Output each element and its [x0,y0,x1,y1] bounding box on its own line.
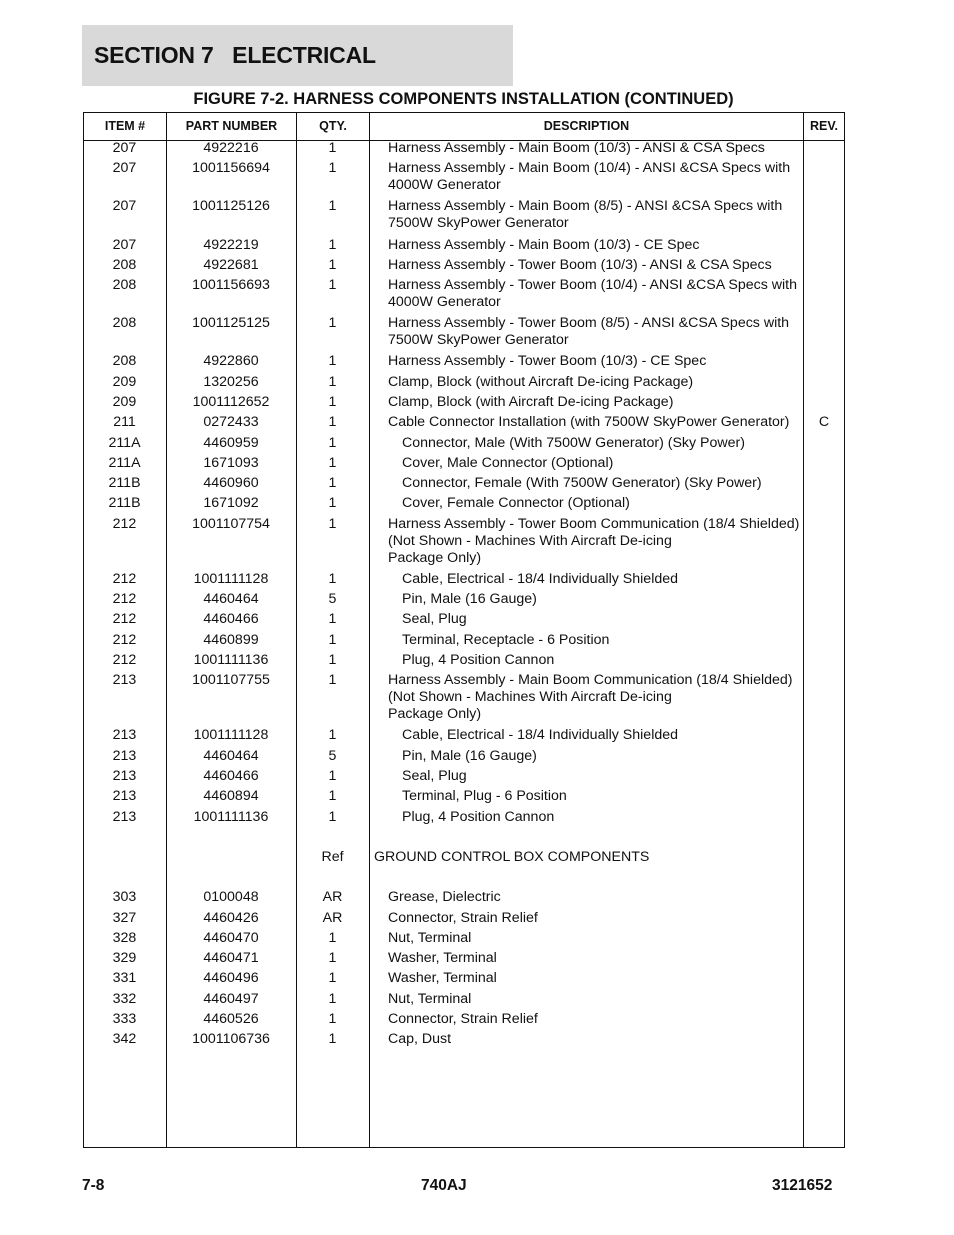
description-line: Harness Assembly - Tower Boom (8/5) - ANSI &CSA Specs with [388,315,790,332]
item-number: 211A [108,434,141,451]
description [402,788,800,805]
description [388,910,800,927]
description-line: Package Only) [388,706,482,723]
item-number: 212 [112,631,137,648]
quantity: 1 [328,434,337,451]
header-part-number: PART NUMBER [185,119,278,133]
part-number: 4460466 [203,768,259,784]
part-number: 4922216 [203,140,259,156]
description-line: Harness Assembly - Main Boom (8/5) - ANSI &CSA Specs with [388,198,783,215]
quantity: 1 [328,140,337,156]
description-line: Connector, Male (With 7500W Generator) (Sky Power) [402,434,745,451]
description [388,516,800,567]
description-line: Clamp, Block (with Aircraft De-icing Package) [388,393,674,410]
part-number: 0272433 [203,414,259,431]
description [388,991,800,1008]
part-number: 1001111136 [193,652,269,668]
part-number: 1671093 [203,454,259,471]
description [388,315,800,349]
quantity: 1 [328,236,337,253]
part-number: 1001112652 [192,393,270,410]
description [402,727,800,744]
description [402,632,800,649]
description [388,950,800,967]
item-number: 213 [112,747,137,764]
item-number: 207 [112,160,137,177]
description-line: 7500W SkyPower Generator [388,332,569,349]
footer-doc-number: 3121652 [772,1177,833,1194]
part-number: 1001111128 [193,727,269,744]
quantity: 1 [328,495,337,512]
description [388,277,800,311]
description [402,652,800,669]
description-line: Grease, Dielectric [388,889,501,906]
quantity: 1 [328,393,337,410]
part-number: 4460959 [203,434,259,451]
quantity: 1 [328,373,337,390]
item-number: 212 [112,515,137,532]
quantity: 1 [328,727,337,744]
part-number: 1001156694 [192,160,270,177]
part-number: 4460470 [203,929,259,946]
part-number: 1001156693 [192,277,270,294]
quantity: 1 [328,570,337,587]
description-line: GROUND CONTROL BOX COMPONENTS [374,848,650,865]
description-line: Cover, Female Connector (Optional) [402,495,630,512]
description [388,257,800,274]
quantity: 1 [328,414,337,431]
description-line: Harness Assembly - Tower Boom (10/3) - CE Spec [388,353,707,370]
item-number: 207 [112,140,137,156]
description [388,140,800,157]
part-number: 4922681 [203,256,259,273]
description-line: Harness Assembly - Main Boom (10/3) - ANSI & CSA Specs [388,140,765,156]
item-number: 211A [108,454,141,471]
quantity: 1 [328,672,337,689]
item-number: 329 [112,950,137,967]
part-number: 1001125126 [192,198,270,215]
item-number: 208 [112,353,137,370]
header-description: DESCRIPTION [543,119,630,133]
description-line: Cover, Male Connector (Optional) [402,454,614,471]
part-number: 1001107754 [192,515,270,532]
description-line: Harness Assembly - Tower Boom (10/4) - ANSI &CSA Specs with [388,277,797,294]
description-line: Terminal, Receptacle - 6 Position [402,631,610,648]
quantity: 1 [328,198,337,215]
item-number: 332 [112,990,137,1007]
description [388,930,800,947]
quantity: 1 [328,652,337,668]
figure-title: FIGURE 7-2. HARNESS COMPONENTS INSTALLATION (CONTINUED) [193,90,734,108]
part-number: 4460426 [203,909,259,926]
description [388,1031,800,1048]
part-number: 4460466 [203,611,259,628]
item-number: 207 [112,236,137,253]
description-line: Harness Assembly - Main Boom (10/3) - CE Spec [388,236,700,253]
item-number: 209 [112,373,137,390]
description-line: Washer, Terminal [388,970,497,987]
description [402,748,800,765]
quantity: 1 [328,611,337,628]
section-banner [82,25,513,86]
part-number: 0100048 [203,889,259,906]
description-line: Cap, Dust [388,1031,452,1048]
quantity: AR [322,889,343,906]
quantity: 1 [328,950,337,967]
description-line: Washer, Terminal [388,950,497,967]
description [388,198,800,232]
description-line: (Not Shown - Machines With Aircraft De-icing [388,689,672,706]
part-number: 4460464 [203,591,259,608]
quantity: 5 [328,591,337,608]
description [388,970,800,987]
description-line: 4000W Generator [388,177,501,194]
quantity: 1 [328,970,337,987]
part-number: 4460894 [203,788,259,805]
item-number: 212 [112,652,137,668]
part-number: 4460496 [203,970,259,987]
quantity: 1 [328,808,337,825]
description-line: Harness Assembly - Tower Boom (10/3) - ANSI & CSA Specs [388,256,772,273]
description [388,353,800,370]
description-line: Clamp, Block (without Aircraft De-icing Package) [388,373,694,390]
part-number: 4460899 [203,631,259,648]
description [388,374,800,391]
item-number: 213 [112,672,137,689]
quantity: 1 [328,315,337,332]
part-number: 4922219 [203,236,259,253]
description-line: Package Only) [388,549,482,566]
header-rev: REV. [809,119,839,133]
description [402,768,800,785]
item-number: 208 [112,277,137,294]
part-number: 4460464 [203,747,259,764]
description-line: Plug, 4 Position Cannon [402,808,555,825]
footer-model: 740AJ [421,1177,467,1194]
header-qty: QTY. [319,119,347,133]
description-line: (Not Shown - Machines With Aircraft De-icing [388,532,672,549]
description [402,809,800,826]
part-number: 4460526 [203,1011,259,1027]
description-line: Pin, Male (16 Gauge) [402,747,537,764]
footer-page-number: 7-8 [82,1177,105,1194]
description-line: Connector, Strain Relief [388,909,538,926]
item-number: 328 [112,929,137,946]
item-number: 212 [112,570,137,587]
part-number: 4460497 [203,990,259,1007]
quantity: 1 [328,353,337,370]
description [402,571,800,588]
part-number: 4460960 [203,475,259,492]
quantity: 5 [328,747,337,764]
item-number: 213 [112,788,137,805]
quantity: 1 [328,788,337,805]
quantity: 1 [328,454,337,471]
quantity: Ref [321,848,344,865]
description [374,849,786,866]
description [388,237,800,254]
item-number: 208 [112,315,137,332]
description [388,394,800,411]
description-line: Plug, 4 Position Cannon [402,652,555,668]
quantity: 1 [328,768,337,784]
quantity: 1 [328,475,337,492]
column-divider [369,113,370,1147]
description-line: Nut, Terminal [388,929,472,946]
description-line: Connector, Strain Relief [388,1011,538,1027]
item-number: 208 [112,256,137,273]
part-number: 1001111136 [193,808,269,825]
part-number: 1671092 [203,495,259,512]
item-number: 327 [112,909,137,926]
item-number: 303 [112,889,137,906]
description-line: Pin, Male (16 Gauge) [402,591,537,608]
quantity: AR [322,909,343,926]
part-number: 4460471 [203,950,259,967]
quantity: 1 [328,990,337,1007]
description [402,435,800,452]
quantity: 1 [328,1031,337,1048]
item-number: 212 [112,611,137,628]
item-number: 342 [112,1031,137,1048]
description-line: 7500W SkyPower Generator [388,215,569,232]
quantity: 1 [328,515,337,532]
description [402,611,800,628]
header-item: ITEM # [104,119,146,133]
item-number: 207 [112,198,137,215]
description-line: Nut, Terminal [388,990,472,1007]
description [402,495,800,512]
item-number: 213 [112,808,137,825]
description-line: Harness Assembly - Main Boom (10/4) - ANSI &CSA Specs with [388,160,791,177]
description-line: Cable, Electrical - 18/4 Individually Shielded [402,570,679,587]
part-number: 1320256 [203,373,259,390]
description [388,889,800,906]
description [402,591,800,608]
description-line: Harness Assembly - Main Boom Communication (18/4 Shielded) [388,672,793,689]
item-number: 213 [112,727,137,744]
description [388,1011,800,1028]
item-number: 212 [112,591,137,608]
part-number: 4922860 [203,353,259,370]
description-line: Connector, Female (With 7500W Generator) (Sky Power) [402,475,762,492]
description [388,160,800,194]
description-line: Seal, Plug [402,768,467,784]
part-number: 1001125125 [192,315,270,332]
part-number: 1001111128 [193,570,269,587]
description-line: 4000W Generator [388,294,501,311]
quantity: 1 [328,929,337,946]
quantity: 1 [328,1011,337,1027]
description [388,414,800,431]
quantity: 1 [328,160,337,177]
item-number: 331 [112,970,137,987]
description-line: Seal, Plug [402,611,467,628]
description-line: Terminal, Plug - 6 Position [402,788,567,805]
quantity: 1 [328,277,337,294]
item-number: 211B [108,495,141,512]
quantity: 1 [328,256,337,273]
section-title: SECTION 7 ELECTRICAL [94,42,376,68]
description-line: Cable, Electrical - 18/4 Individually Shielded [402,727,679,744]
item-number: 211B [108,475,141,492]
description [402,455,800,472]
part-number: 1001107755 [192,672,270,689]
quantity: 1 [328,631,337,648]
item-number: 209 [112,393,137,410]
revision: C [818,414,830,431]
description [388,672,800,723]
item-number: 333 [112,1011,137,1027]
column-divider [803,113,804,1147]
description-line: Harness Assembly - Tower Boom Communication (18/4 Shielded) [388,515,800,532]
part-number: 1001106736 [192,1031,270,1048]
description [402,475,800,492]
description-line: Cable Connector Installation (with 7500W SkyPower Generator) [388,414,790,431]
item-number: 211 [113,414,136,431]
item-number: 213 [112,768,137,784]
